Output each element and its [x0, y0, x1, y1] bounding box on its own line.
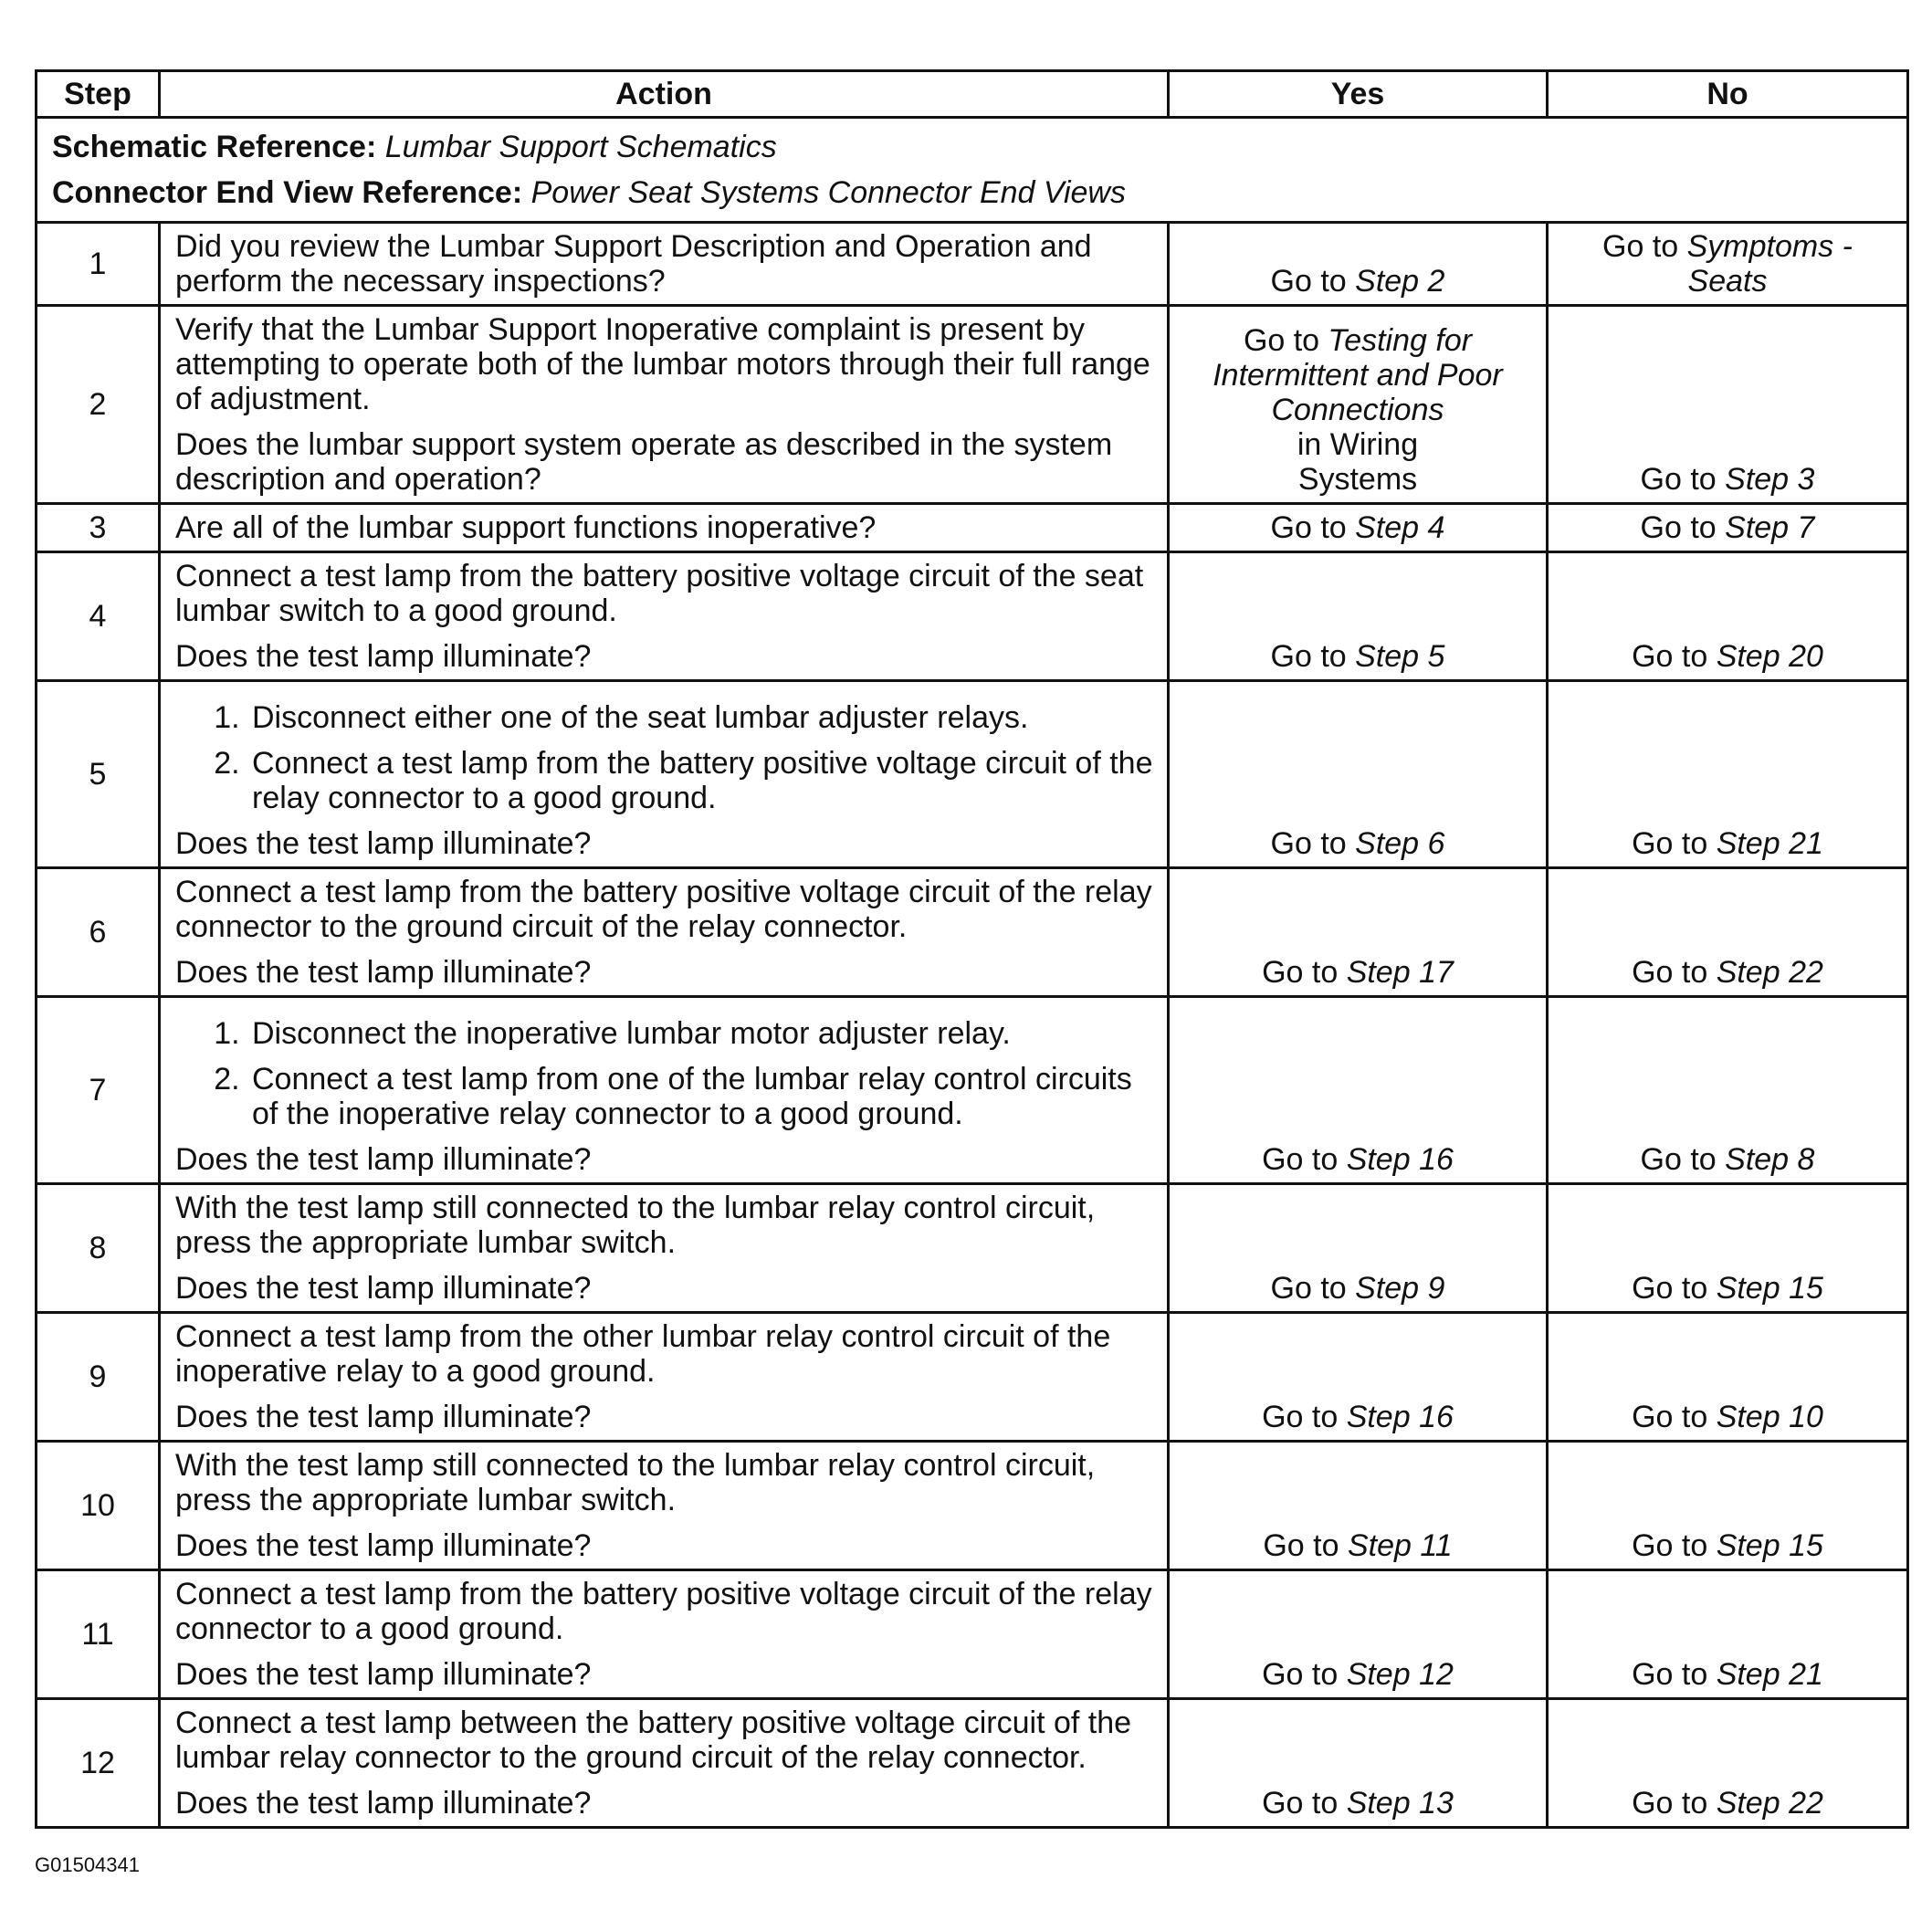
substep-list	[175, 1016, 1154, 1131]
yes-goto-prefix: Go to	[1270, 510, 1356, 545]
table-row	[37, 1313, 1908, 1442]
action-cell	[160, 1184, 1169, 1313]
substep-list	[175, 700, 1154, 815]
substep-item: 2. Connect a test lamp from the battery positive voltage circuit of the relay connector to a good ground.	[248, 746, 1154, 815]
table-row	[37, 504, 1908, 552]
no-goto-target: Step 10	[1716, 1400, 1823, 1434]
no-goto-target: Step 21	[1716, 1657, 1823, 1692]
header-action: Action	[160, 71, 1169, 118]
action-cell	[160, 1699, 1169, 1828]
yes-cell	[1169, 552, 1548, 681]
no-goto-prefix: Go to	[1632, 826, 1717, 861]
no-cell	[1548, 504, 1908, 552]
no-cell	[1548, 997, 1908, 1184]
action-text: With the test lamp still connected to the lumbar relay control circuit, press the appropriate lumbar switch.	[175, 1191, 1096, 1260]
action-cell	[160, 1570, 1169, 1699]
table-row	[37, 1184, 1908, 1313]
no-cell	[1548, 1184, 1908, 1313]
action-text: Connect a test lamp from the other lumbar relay control circuit of the inoperative relay to a good ground.	[175, 1319, 1111, 1389]
yes-goto-prefix: Go to	[1262, 1786, 1347, 1821]
header-step: Step	[37, 71, 160, 118]
no-goto-target: Step 8	[1725, 1142, 1815, 1177]
yes-goto-link[interactable]	[1262, 1786, 1454, 1821]
header-row	[37, 71, 1908, 118]
action-text: Connect a test lamp from the battery positive voltage circuit of the relay connector to the ground circuit of the relay connector.	[175, 875, 1152, 944]
substep-item: 1. Disconnect either one of the seat lumbar adjuster relays.	[248, 700, 1154, 735]
yes-goto-prefix: Go to	[1262, 1400, 1347, 1434]
action-cell	[160, 1313, 1169, 1442]
table-row	[37, 1570, 1908, 1699]
step-number: 3	[37, 504, 160, 552]
yes-goto-target: Step 4	[1355, 510, 1445, 545]
step-number: 12	[37, 1699, 160, 1828]
action-text: Does the test lamp illuminate?	[175, 1528, 592, 1563]
yes-goto-link[interactable]	[1262, 1400, 1454, 1434]
action-cell	[160, 504, 1169, 552]
yes-goto-link[interactable]	[1271, 639, 1445, 674]
yes-goto-target: Step 11	[1347, 1528, 1453, 1563]
no-cell	[1548, 552, 1908, 681]
no-goto-link[interactable]	[1632, 826, 1823, 861]
substep-item: 1. Disconnect the inoperative lumbar motor adjuster relay.	[248, 1016, 1154, 1051]
substep-item: 2. Connect a test lamp from one of the lumbar relay control circuits of the inoperative relay connector to a good ground.	[248, 1062, 1154, 1131]
yes-goto-target: Step 9	[1355, 1271, 1445, 1306]
no-cell	[1548, 1570, 1908, 1699]
yes-goto-line[interactable]: Connections	[1271, 393, 1444, 427]
header-yes: Yes	[1169, 71, 1548, 118]
no-goto-target: Step 15	[1716, 1271, 1823, 1306]
yes-goto-line[interactable]: Go to Testing for	[1243, 323, 1473, 358]
yes-goto-link[interactable]	[1271, 1271, 1445, 1306]
action-cell	[160, 997, 1169, 1184]
table-row	[37, 552, 1908, 681]
yes-goto-line[interactable]: Intermittent and Poor	[1213, 358, 1503, 393]
yes-goto-prefix: Go to	[1263, 1528, 1348, 1563]
action-text: Are all of the lumbar support functions inoperative?	[175, 510, 877, 545]
yes-cell	[1169, 1184, 1548, 1313]
yes-goto-link[interactable]	[1271, 826, 1445, 861]
action-cell	[160, 868, 1169, 997]
yes-goto-target: Step 5	[1355, 639, 1445, 674]
no-cell	[1548, 306, 1908, 504]
yes-goto-prefix: Go to	[1262, 1657, 1347, 1692]
table-row	[37, 1699, 1908, 1828]
no-goto-target: Step 21	[1716, 826, 1823, 861]
no-cell	[1548, 1699, 1908, 1828]
action-cell	[160, 306, 1169, 504]
no-goto-prefix: Go to	[1632, 1786, 1717, 1821]
action-cell	[160, 552, 1169, 681]
no-goto-prefix: Go to	[1640, 510, 1726, 545]
yes-goto-link[interactable]	[1262, 955, 1454, 990]
action-text: Does the test lamp illuminate?	[175, 1400, 592, 1434]
action-question: Does the test lamp illuminate?	[175, 826, 592, 861]
yes-goto-link[interactable]	[1271, 264, 1445, 299]
step-number: 11	[37, 1570, 160, 1699]
no-goto-target: Step 22	[1716, 1786, 1823, 1821]
no-goto-prefix: Go to	[1640, 1142, 1726, 1177]
no-goto-prefix: Go to	[1632, 1271, 1717, 1306]
reference-row	[37, 118, 1908, 223]
step-number: 10	[37, 1442, 160, 1570]
no-goto-prefix: Go to	[1632, 955, 1717, 990]
action-text: Does the test lamp illuminate?	[175, 1786, 592, 1821]
no-goto-prefix: Go to	[1632, 1657, 1717, 1692]
no-goto-line[interactable]: Seats	[1687, 264, 1768, 299]
diagnostic-table	[35, 69, 1909, 1829]
no-goto-link[interactable]	[1632, 1786, 1823, 1821]
no-goto-target: Step 7	[1725, 510, 1815, 545]
schematic-reference-label: Schematic Reference:	[52, 130, 377, 164]
no-goto-link[interactable]	[1632, 1528, 1823, 1563]
yes-goto-target: Step 2	[1355, 264, 1445, 299]
yes-goto-target: Step 13	[1346, 1786, 1454, 1821]
no-goto-target: Step 22	[1716, 955, 1823, 990]
yes-cell	[1169, 306, 1548, 504]
yes-cell	[1169, 1570, 1548, 1699]
no-goto-link[interactable]	[1632, 955, 1823, 990]
no-goto-link[interactable]	[1632, 1657, 1823, 1692]
connector-reference-link[interactable]: Power Seat Systems Connector End Views	[530, 175, 1126, 210]
yes-goto-link[interactable]	[1262, 1142, 1454, 1177]
no-goto-prefix: Go to	[1632, 1400, 1717, 1434]
yes-goto-target: Step 16	[1346, 1400, 1454, 1434]
action-cell	[160, 1442, 1169, 1570]
step-number: 2	[37, 306, 160, 504]
no-cell	[1548, 1442, 1908, 1570]
action-text: Connect a test lamp from the battery positive voltage circuit of the seat lumbar switch to a good ground.	[175, 559, 1144, 628]
no-cell	[1548, 1313, 1908, 1442]
yes-goto-target: Step 6	[1355, 826, 1445, 861]
step-number: 6	[37, 868, 160, 997]
yes-goto-prefix: Go to	[1262, 955, 1347, 990]
step-number: 7	[37, 997, 160, 1184]
table-row	[37, 868, 1908, 997]
action-text: Connect a test lamp from the battery positive voltage circuit of the relay connector to a good ground.	[175, 1577, 1152, 1646]
yes-cell	[1169, 223, 1548, 306]
action-cell	[160, 681, 1169, 868]
schematic-reference	[52, 124, 1892, 170]
yes-goto-line[interactable]: in Wiring	[1297, 427, 1419, 462]
yes-goto-link[interactable]	[1262, 1657, 1454, 1692]
yes-goto-prefix: Go to	[1270, 826, 1356, 861]
yes-cell	[1169, 1313, 1548, 1442]
action-text: Does the test lamp illuminate?	[175, 639, 592, 674]
action-text: Does the test lamp illuminate?	[175, 1657, 592, 1692]
no-cell	[1548, 868, 1908, 997]
no-goto-target: Step 20	[1716, 639, 1823, 674]
figure-id: G01504341	[35, 1853, 140, 1876]
no-cell	[1548, 223, 1908, 306]
step-number: 5	[37, 681, 160, 868]
no-goto-target: Step 3	[1725, 462, 1815, 497]
yes-goto-prefix: Go to	[1270, 639, 1356, 674]
action-text: With the test lamp still connected to the lumbar relay control circuit, press the appropriate lumbar switch.	[175, 1448, 1096, 1517]
action-text: Verify that the Lumbar Support Inoperative complaint is present by attempting to operate both of the lumbar motors through their full range of adjustment.	[175, 312, 1150, 416]
yes-goto-prefix: Go to	[1262, 1142, 1347, 1177]
no-goto-target: Step 15	[1716, 1528, 1823, 1563]
yes-goto-prefix: Go to	[1270, 264, 1356, 299]
schematic-reference-link[interactable]: Lumbar Support Schematics	[384, 130, 777, 164]
yes-cell	[1169, 681, 1548, 868]
action-question: Does the test lamp illuminate?	[175, 1142, 592, 1177]
no-goto-prefix: Go to	[1640, 462, 1726, 497]
table-row	[37, 1442, 1908, 1570]
yes-cell	[1169, 504, 1548, 552]
no-goto-link[interactable]	[1632, 1400, 1823, 1434]
table-row	[37, 223, 1908, 306]
yes-goto-prefix: Go to	[1270, 1271, 1356, 1306]
no-goto-prefix: Go to	[1632, 1528, 1717, 1563]
action-text: Does the lumbar support system operate as described in the system description and operation?	[175, 427, 1113, 497]
action-text: Connect a test lamp between the battery positive voltage circuit of the lumbar relay connector to the ground circuit of the relay connector.	[175, 1705, 1132, 1775]
reference-cell	[37, 118, 1908, 223]
action-text: Did you review the Lumbar Support Description and Operation and perform the necessary inspections?	[175, 229, 1092, 299]
step-number: 4	[37, 552, 160, 681]
table-row	[37, 306, 1908, 504]
yes-goto-target: Step 12	[1346, 1657, 1454, 1692]
yes-cell	[1169, 868, 1548, 997]
header-no: No	[1548, 71, 1908, 118]
no-goto-line[interactable]: Go to Symptoms -	[1602, 229, 1853, 264]
yes-goto-link[interactable]	[1271, 510, 1445, 545]
step-number: 9	[37, 1313, 160, 1442]
connector-reference-label: Connector End View Reference:	[52, 175, 523, 210]
table-row	[37, 681, 1908, 868]
connector-reference	[52, 170, 1892, 215]
no-goto-prefix: Go to	[1632, 639, 1717, 674]
yes-cell	[1169, 1699, 1548, 1828]
action-text: Does the test lamp illuminate?	[175, 1271, 592, 1306]
yes-cell	[1169, 1442, 1548, 1570]
yes-goto-line[interactable]: Systems	[1297, 462, 1418, 497]
yes-goto-target: Step 16	[1346, 1142, 1454, 1177]
no-goto-link[interactable]	[1641, 1142, 1815, 1177]
action-cell	[160, 223, 1169, 306]
no-goto-link[interactable]	[1641, 510, 1815, 545]
yes-goto-link[interactable]	[1263, 1528, 1452, 1563]
yes-cell	[1169, 997, 1548, 1184]
no-cell	[1548, 681, 1908, 868]
no-goto-link[interactable]	[1632, 639, 1823, 674]
step-number: 8	[37, 1184, 160, 1313]
step-number: 1	[37, 223, 160, 306]
yes-goto-target: Step 17	[1346, 955, 1454, 990]
table-row	[37, 997, 1908, 1184]
no-goto-link[interactable]	[1632, 1271, 1823, 1306]
action-text: Does the test lamp illuminate?	[175, 955, 592, 990]
no-goto-link[interactable]	[1641, 462, 1815, 497]
